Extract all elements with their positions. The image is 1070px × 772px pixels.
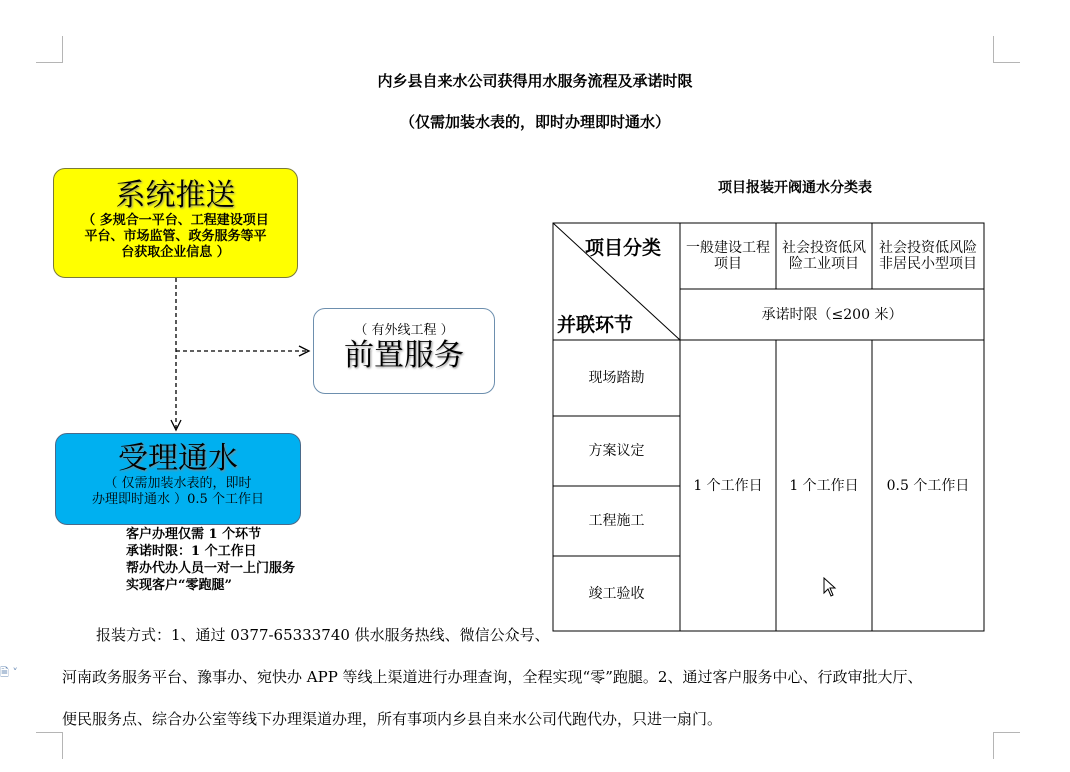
pre-service-title: 前置服务 (344, 338, 464, 373)
document-subtitle: （仅需加装水表的，即时办理即时通水） (399, 113, 670, 131)
paragraph-line: 河南政务服务平台、豫事办、宛快办 APP 等线上渠道进行办理查询，全程实现“零”跑腿。2、通过客户服务中心、行政审批大厅、 (62, 668, 923, 686)
accept-title: 受理通水 (118, 441, 238, 476)
value-cell: 1 个工作日 (789, 477, 859, 494)
accept-desc-line2: 办理即时通水 ）0.5 个工作日 (92, 492, 264, 507)
stage-cell: 现场踏勘 (588, 370, 645, 386)
stage-cell: 工程施工 (588, 513, 645, 529)
pre-service-note: （ 有外线工程 ） (354, 323, 454, 338)
document-icon[interactable]: 🗎 ˅ (0, 666, 18, 679)
system-push-desc-line2: 平台、市场监管、政务服务等平 (84, 229, 267, 244)
value-cell: 1 个工作日 (693, 477, 763, 494)
limit-row-header: 承诺时限（≤200 米） (761, 306, 903, 323)
stage-cell: 方案议定 (588, 443, 645, 459)
corner-header-top: 项目分类 (585, 237, 662, 259)
column-header: 社会投资低风险非居民小型项目 (879, 240, 977, 272)
system-push-desc-line1: （ 多规合一平台、工程建设项目 (82, 213, 269, 228)
note-line: 客户办理仅需 1 个环节 (126, 527, 262, 542)
corner-header-bottom: 并联环节 (557, 314, 634, 336)
note-line: 帮办代办人员一对一上门服务 (126, 561, 296, 576)
paragraph-line: 便民服务点、综合办公室等线下办理渠道办理，所有事项内乡县自来水公司代跑代办，只进一扇门。 (62, 710, 723, 728)
note-line: 承诺时限：1 个工作日 (126, 544, 257, 559)
value-cell: 0.5 个工作日 (886, 477, 970, 494)
stage-cell: 竣工验收 (588, 585, 645, 602)
system-push-title: 系统推送 (115, 178, 236, 213)
mouse-cursor-icon (823, 577, 837, 597)
accept-desc-line1: （ 仅需加装水表的，即时 (104, 476, 252, 491)
column-header: 一般建设工程项目 (686, 240, 770, 272)
system-push-desc-line3: 台获取企业信息 ） (121, 245, 230, 260)
document-title: 内乡县自来水公司获得用水服务流程及承诺时限 (377, 72, 693, 90)
table-title: 项目报装开阀通水分类表 (718, 180, 872, 196)
note-line: 实现客户“零跑腿” (126, 578, 232, 593)
paragraph-line: 报装方式：1、通过 0377-65333740 供水服务热线、微信公众号、 (96, 626, 550, 644)
column-header: 社会投资低风险工业项目 (782, 240, 866, 272)
